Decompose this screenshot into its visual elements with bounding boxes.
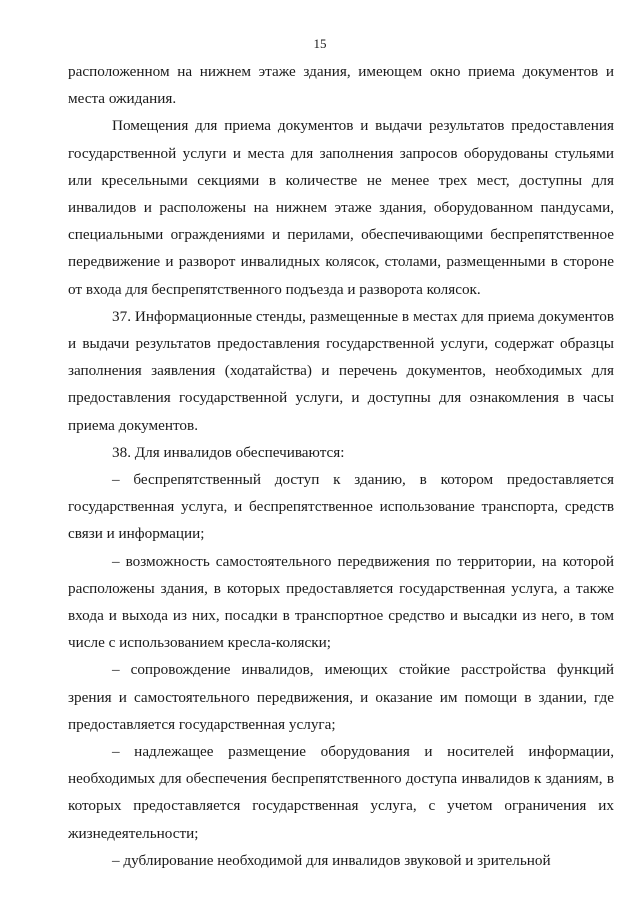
list-item-movement: – возможность самостоятельного передвижения по территории, на которой расположены здания, в которых предоставляется государственная услуга, а также входа и выхода из них, посадки в транспортное средство и высадки из него, в том числе с использованием кресла-коляски; [68, 552, 614, 652]
paragraph-continuation: расположенном на нижнем этаже здания, имеющем окно приема документов и места ожидания. [68, 63, 614, 108]
list-item-equipment: – надлежащее размещение оборудования и носителей информации, необходимых для обеспечения беспрепятственного доступа инвалидов к зданиям, в которых предоставляется государственная услуга, с учетом ограничения их жизнедеятельности; [68, 743, 614, 842]
paragraph-37-info-stands: 37. Информационные стенды, размещенные в местах для приема документов и выдачи результатов предоставления государственной услуги, содержат образцы заполнения заявления (ходатайства) и перечень документов, необходимых для предоставления государственной услуги, и доступны для ознакомления в часы приема документов. [68, 307, 614, 434]
page-number: 15 [313, 36, 327, 51]
document-body [68, 58, 614, 874]
list-item-access: – беспрепятственный доступ к зданию, в котором предоставляется государственная услуга, и беспрепятственное использование транспорта, средств связи и информации; [68, 471, 614, 543]
list-item-duplication: – дублирование необходимой для инвалидов звуковой и зрительной [112, 851, 551, 869]
list-item-escort: – сопровождение инвалидов, имеющих стойкие расстройства функций зрения и самостоятельного передвижения, и оказание им помощи в здании, где предоставляется государственная услуга; [68, 661, 614, 733]
paragraph-38-heading: 38. Для инвалидов обеспечиваются: [112, 443, 345, 461]
paragraph-premises: Помещения для приема документов и выдачи результатов предоставления государственной услуги и места для заполнения запросов оборудованы стульями или кресельными секциями в количестве не менее трех мест, доступны для инвалидов и расположены на нижнем этаже здания, оборудованном пандусами, специальными ограждениями и перилами, обеспечивающими беспрепятственное передвижение и разворот инвалидных колясок, столами, размещенными в стороне от входа для беспрепятственного подъезда и разворота колясок. [68, 117, 614, 298]
